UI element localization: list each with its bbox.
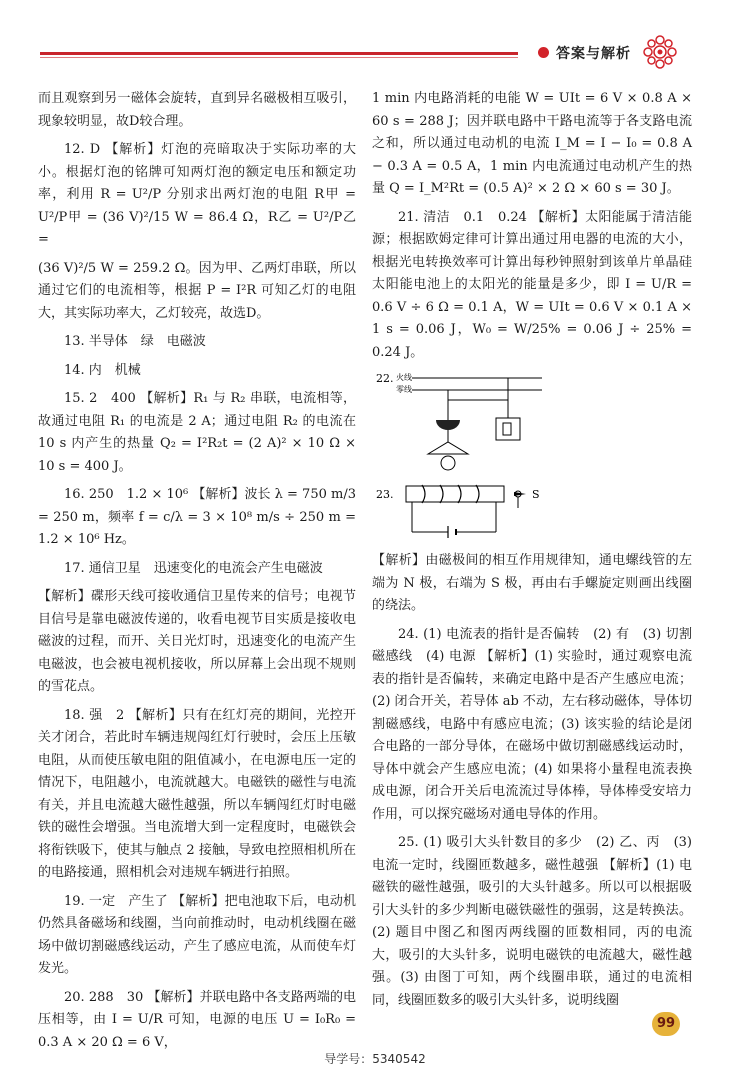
page-number: 99: [652, 1012, 680, 1036]
header-rule: [40, 52, 518, 55]
lamp-holder-icon: [436, 420, 460, 430]
header-rule-thin: [40, 57, 518, 58]
guide-number: 导学号：5340542: [324, 1052, 426, 1066]
figure-23-solenoid: [372, 484, 552, 544]
header-bullet-icon: [538, 47, 549, 58]
neutral-wire-label: 零线: [396, 385, 412, 394]
answer-23-analysis: 【解析】由磁极间的相互作用规律知，通电螺线管的左端为 N 极，右端为 S 极，再由右手螺旋定则画出线圈的绕法。: [372, 553, 692, 613]
answer-24: 24. (1) 电流表的指针是否偏转 (2) 有 (3) 切割磁感线 (4) 电源 【解析】(1) 实验时，通过观察电流表的指针是否偏转，来确定电路中是否产生感应电流；(2) 闭合开关，若导体 ab 不动，左右移动磁体，导体切割磁感线，电路中有感应电流；(3) 该实验的结论是闭合电路的一部分导体，在磁场中做切割磁感线运动时，导体中就会产生感应电流；(4) 如果将小量程电流表换成电源，闭合开关后电流流过导体棒，导体棒受安培力作用，可以探究磁场对通电导体的作用。: [372, 626, 692, 822]
answer-21: 21. 清洁 0.1 0.24 【解析】太阳能属于清洁能源；根据欧姆定律可计算出通过用电器的电流的大小，根据光电转换效率可计算出每秒钟照射到该单片单晶硅太阳能电池上的太阳光的能量是多少，即 I = U/R = 0.6 V ÷ 6 Ω = 0.1 A，W = UIt = 0.6 V × 0.1 A × 1 s = 0.06 J，W₀ = W/25% = 0.06 J ÷ 25% = 0.24 J。: [372, 209, 692, 360]
socket-icon: [496, 418, 520, 440]
figure-22-circuit: [372, 370, 552, 478]
answer-14: 14. 内 机械: [64, 362, 141, 378]
solenoid-core: [406, 486, 504, 502]
coil-windings: [422, 485, 479, 503]
figure-23-label: 23.: [376, 488, 394, 501]
live-wire-label: 火线: [396, 373, 412, 382]
header-title: 答案与解析: [556, 46, 631, 62]
answer-11-cont: 而且观察到另一磁体会旋转，直到异名磁极相互吸引，现象较明显，故D较合理。: [38, 91, 356, 129]
answer-19: 19. 一定 产生了 【解析】把电池取下后，电动机仍然具备磁场和线圈，当向前推动时，电动机线圈在磁场中做切割磁感线运动，产生了感应电流，从而使车灯发光。: [38, 893, 356, 976]
figure-22-label: 22.: [376, 372, 394, 385]
answer-15: 15. 2 400 【解析】R₁ 与 R₂ 串联，电流相等，故通过电阻 R₁ 的电流是 2 A；通过电阻 R₂ 的电流在 10 s 内产生的热量 Q₂ = I²R₂t = (2 A)² × 10 Ω × 10 s = 400 J。: [38, 391, 356, 474]
answer-16: 16. 250 1.2 × 10⁶ 【解析】波长 λ = 750 m/3 = 250 m，频率 f = c/λ = 3 × 10⁸ m/s ÷ 250 m = 1.2 × 10⁶ Hz。: [38, 487, 356, 547]
lamp-shade-icon: [428, 442, 468, 454]
answer-12: 12. D 【解析】灯泡的亮暗取决于实际功率的大小。根据灯泡的铭牌可知两灯泡的额定电压和额定功率，利用 R = U²/P 分别求出两灯泡的电阻 R甲 = U²/P甲 = (36 V)²/15 W = 86.4 Ω，R乙 = U²/P乙 =: [38, 142, 356, 247]
socket-slot: [503, 423, 511, 435]
left-column: [38, 88, 356, 1060]
answer-20: 20. 288 30 【解析】并联电路中各支路两端的电压相等，由 I = U/R 可知，电源的电压 U = I₀R₀ = 0.3 A × 20 Ω = 6 V，: [38, 989, 356, 1050]
bulb-icon: [441, 456, 455, 470]
compass-s-pole-label: S: [532, 488, 540, 501]
answer-18: 18. 强 2 【解析】只有在红灯亮的期间，光控开关才闭合，若此时车辆违规闯红灯行驶时，会压上压敏电阻，从而使压敏电阻的阻值减小，在电源电压一定的情况下，电阻越小，电流就越大。电磁铁的磁性与电流有关，并且电流越大磁性越强，所以车辆闯红灯时电磁铁的磁性会增强。当电流增大到一定程度时，电磁铁会将衔铁吸下，使其与触点 2 接触，导致电控照相机所在的电路接通，照相机会对违规车辆进行拍照。: [38, 707, 356, 880]
answer-25: 25. (1) 吸引大头针数目的多少 (2) 乙、丙 (3) 电流一定时，线圈匝数越多，磁性越强 【解析】(1) 电磁铁的磁性越强，吸引的大头针越多。所以可以根据吸引大头针的多少判断电磁铁磁性的强弱，这是转换法。(2) 题目中图乙和图丙两线圈的匝数相同，丙的电流大，吸引的大头针多，说明电磁铁的电流越大，磁性越强。(3) 由图丁可知，两个线圈串联，通过的电流相同，线圈匝数多的吸引大头针多，说明线圈: [372, 835, 692, 1008]
answer-17: 17. 通信卫星 迅速变化的电流会产生电磁波: [64, 560, 323, 576]
right-column: [372, 88, 692, 1018]
answer-17-analysis: 【解析】碟形天线可接收通信卫星传来的信号；电视节目信号是靠电磁波传递的，收看电视节目实质是接收电磁波的过程，而开、关日光灯时，迅速变化的电流产生电磁波，也会被电视机接收，所以屏幕上会出现不规则的雪花点。: [38, 589, 356, 694]
answer-20-cont: 1 min 内电路消耗的电能 W = UIt = 6 V × 0.8 A × 60 s = 288 J；因并联电路中干路电流等于各支路电流之和，所以通过电动机的电流 I_M = I − I₀ = 0.8 A − 0.3 A = 0.5 A，1 min 内电流通过电动机产生的热量 Q = I_M²Rt = (0.5 A)² × 2 Ω × 60 s = 30 J。: [372, 91, 692, 196]
flower-logo-icon: [640, 32, 680, 72]
answer-12-cont: (36 V)²/5 W = 259.2 Ω。因为甲、乙两灯串联，所以通过它们的电流相等，根据 P = I²R 可知乙灯的电阻大，其实际功率大，乙灯较亮，故选D。: [38, 260, 356, 321]
answer-13: 13. 半导体 绿 电磁波: [64, 334, 206, 349]
